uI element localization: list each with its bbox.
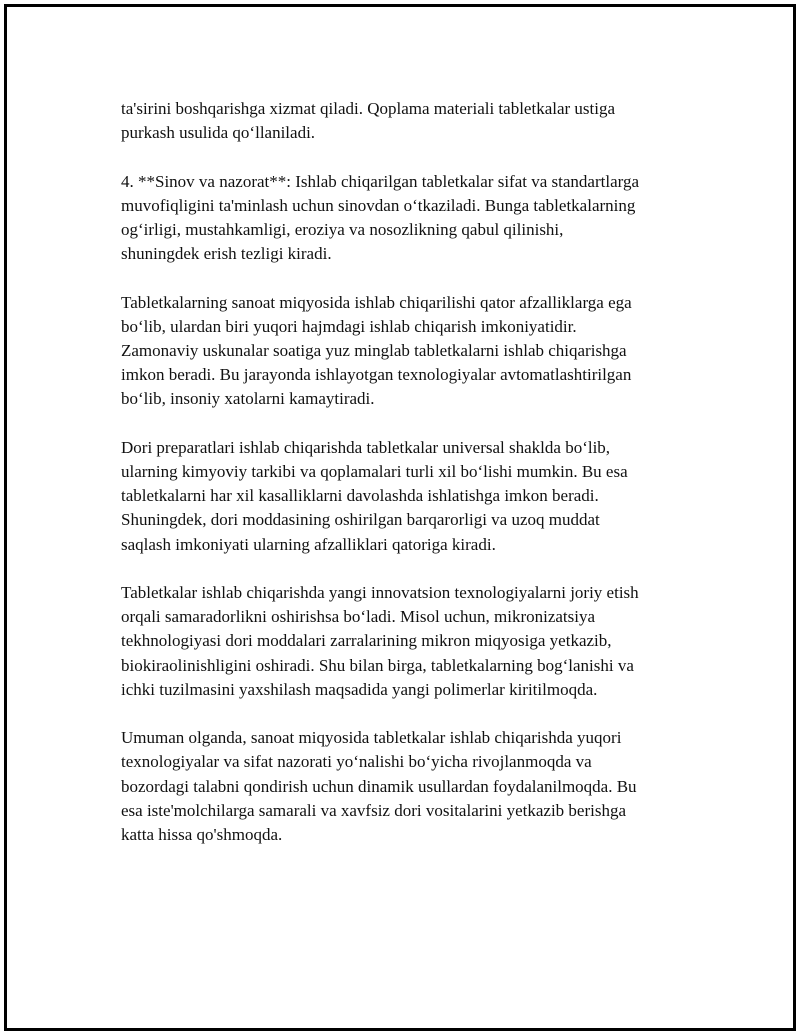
text-line: Tabletkalarning sanoat miqyosida ishlab chiqarilishi qator afzalliklarga ega [121,292,632,312]
text-line: bo‘lib, ulardan biri yuqori hajmdagi ishlab chiqarish imkoniyatidir. [121,316,577,336]
text-line: muvofiqligini ta'minlash uchun sinovdan o‘tkaziladi. Bunga tabletkalarning [121,195,636,215]
text-line: og‘irligi, mustahkamligi, eroziya va nosozlikning qabul qilinishi, [121,220,564,239]
text-line: imkon beradi. Bu jarayonda ishlayotgan texnologiyalar avtomatlashtirilgan [121,365,632,385]
text-line: tekhnologiyasi dori moddalari zarralarining mikron miqyosiga yetkazib, [121,631,612,651]
text-line: bo‘lib, insoniy xatolarni kamaytiradi. [121,389,375,409]
page-frame [4,4,796,1031]
text-line: purkash usulida qo‘llaniladi. [121,123,316,143]
text-line: saqlash imkoniyati ularning afzalliklari qatoriga kiradi. [121,534,496,554]
paragraph-1 [121,97,701,145]
text-line: tabletkalarni har xil kasalliklarni davolashda ishlatishga imkon beradi. [121,486,599,506]
paragraph-3 [121,291,701,412]
text-line: esa iste'molchilarga samarali va xavfsiz dori vositalarini yetkazib berishga [121,800,627,820]
paragraph-4 [121,436,701,557]
text-line: 4. **Sinov va nazorat**: Ishlab chiqarilgan tabletkalar sifat va standartlarga [121,171,640,191]
text-line: Tabletkalar ishlab chiqarishda yangi innovatsion texnologiyalarni joriy etish [121,583,639,602]
text-line: Zamonaviy uskunalar soatiga yuz minglab tabletkalarni ishlab chiqarishga [121,341,627,360]
text-line: texnologiyalar va sifat nazorati yo‘nalishi bo‘yicha rivojlanmoqda va [121,752,592,772]
text-line: Shuningdek, dori moddasining oshirilgan barqarorligi va uzoq muddat [121,510,600,530]
text-line: shuningdek erish tezligi kiradi. [121,244,332,264]
text-line: ularning kimyoviy tarkibi va qoplamalari turli xil bo‘lishi mumkin. Bu esa [121,462,628,481]
paragraph-5 [121,581,701,702]
text-line: orqali samaradorlikni oshirishsa bo‘ladi. Misol uchun, mikronizatsiya [121,607,596,627]
text-line: ta'sirini boshqarishga xizmat qiladi. Qoplama materiali tabletkalar ustiga [121,99,616,118]
text-line: biokiraolinishligini oshiradi. Shu bilan birga, tabletkalarning bog‘lanishi va [121,655,634,675]
paragraph-2 [121,170,701,267]
text-line: Dori preparatlari ishlab chiqarishda tabletkalar universal shaklda bo‘lib, [121,437,611,457]
text-line: bozordagi talabni qondirish uchun dinamik usullardan foydalanilmoqda. Bu [121,776,637,796]
text-line: ichki tuzilmasini yaxshilash maqsadida yangi polimerlar kiritilmoqda. [121,679,598,699]
document-body [121,97,701,871]
text-line: Umuman olganda, sanoat miqyosida tabletkalar ishlab chiqarishda yuqori [121,728,622,748]
paragraph-6 [121,726,701,847]
text-line: katta hissa qo'shmoqda. [121,825,283,845]
